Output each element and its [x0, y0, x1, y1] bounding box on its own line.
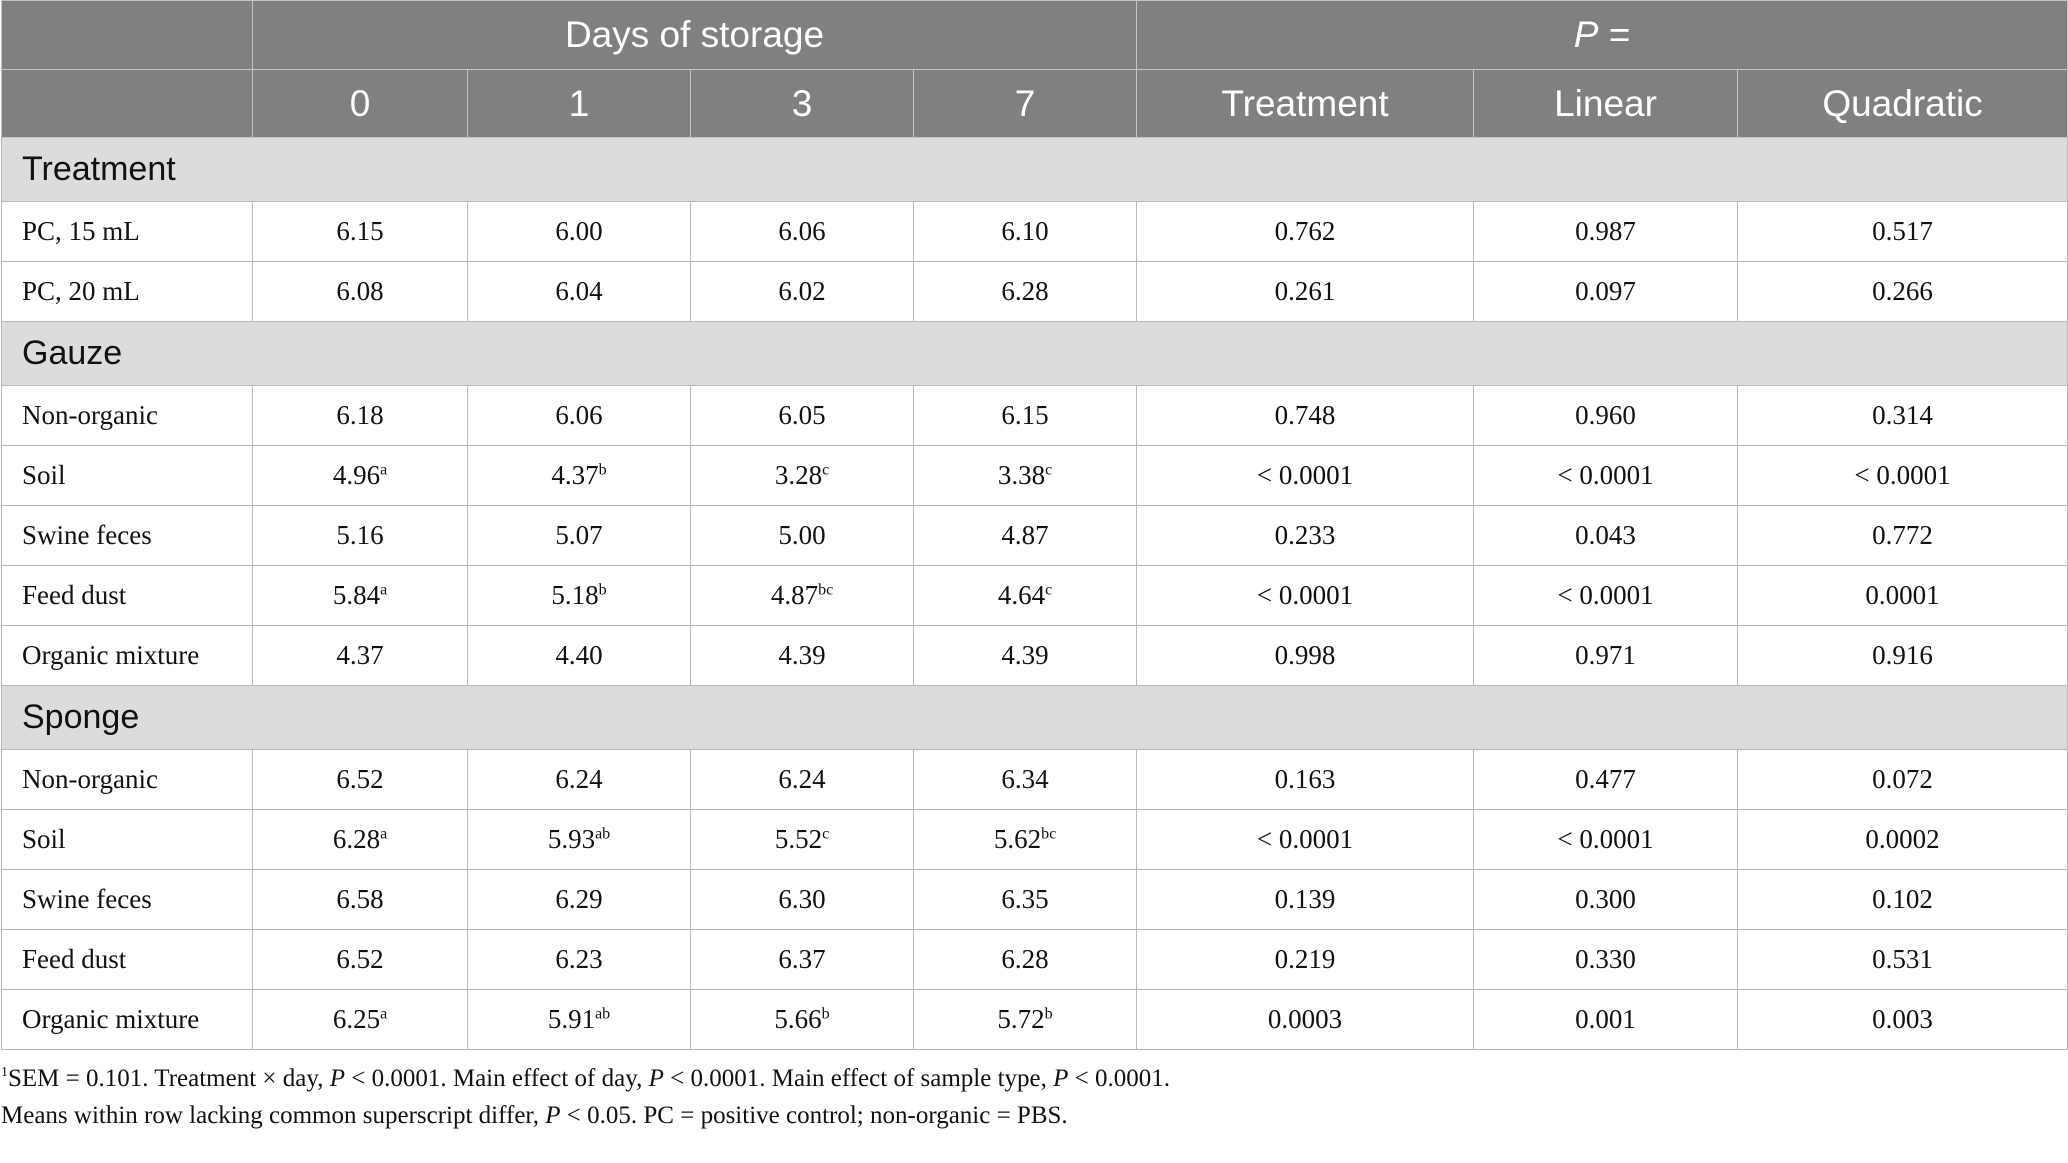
row-label: Non-organic: [2, 386, 253, 446]
mean-value: 6.05: [778, 400, 826, 430]
mean-value: 6.58: [336, 884, 384, 914]
row-label: Soil: [2, 446, 253, 506]
day-value-cell: [253, 990, 468, 1050]
superscript-letters: b: [598, 581, 607, 599]
table-row: [2, 870, 2068, 930]
superscript-letters: bc: [1041, 825, 1057, 843]
day-value-cell: [468, 386, 691, 446]
p-value-cell: 0.998: [1137, 626, 1474, 686]
p-value-cell: 0.003: [1738, 990, 2068, 1050]
table-header: [2, 1, 2068, 138]
table-row: [2, 446, 2068, 506]
mean-value: 5.16: [336, 520, 384, 550]
mean-value: 5.62: [993, 824, 1042, 854]
header-day-7: 7: [914, 70, 1137, 138]
data-table: [1, 0, 2068, 1050]
day-value-cell: [253, 506, 468, 566]
mean-value: 4.96: [332, 460, 381, 490]
day-value-cell: [468, 202, 691, 262]
row-label: PC, 20 mL: [2, 262, 253, 322]
day-value-cell: [468, 262, 691, 322]
day-value-cell: [691, 626, 914, 686]
mean-value: 5.66: [774, 1004, 822, 1034]
day-value-cell: [914, 750, 1137, 810]
header-row-groups: [2, 1, 2068, 70]
superscript-letters: a: [380, 461, 388, 479]
mean-value: 6.34: [1001, 764, 1049, 794]
superscript-letters: b: [1044, 1005, 1053, 1023]
day-value-cell: [468, 566, 691, 626]
day-value-cell: [253, 810, 468, 870]
day-value-cell: [468, 626, 691, 686]
p-value-cell: 0.001: [1474, 990, 1738, 1050]
day-value-cell: [468, 750, 691, 810]
p-value-cell: < 0.0001: [1474, 566, 1738, 626]
table-body: [2, 138, 2068, 1050]
p-value-cell: < 0.0001: [1137, 810, 1474, 870]
row-label: Organic mixture: [2, 626, 253, 686]
table-row: [2, 626, 2068, 686]
day-value-cell: [691, 810, 914, 870]
day-value-cell: [691, 506, 914, 566]
table-row: [2, 566, 2068, 626]
p-value-cell: 0.314: [1738, 386, 2068, 446]
header-row-columns: [2, 70, 2068, 138]
p-value-cell: 0.748: [1137, 386, 1474, 446]
day-value-cell: [691, 386, 914, 446]
section-title: Treatment: [2, 138, 2068, 202]
footnote-text: < 0.0001.: [1068, 1065, 1171, 1092]
p-value-cell: 0.477: [1474, 750, 1738, 810]
section-row: [2, 138, 2068, 202]
day-value-cell: [914, 810, 1137, 870]
mean-value: 6.10: [1001, 216, 1049, 246]
footnote-sem: [1, 1050, 2068, 1097]
italic-p-symbol: P: [545, 1102, 561, 1129]
p-value-cell: 0.219: [1137, 930, 1474, 990]
day-value-cell: [253, 870, 468, 930]
row-label: Feed dust: [2, 930, 253, 990]
header-quadratic-p: Quadratic: [1738, 70, 2068, 138]
p-value-cell: 0.971: [1474, 626, 1738, 686]
footnote-means: [1, 1102, 1068, 1129]
superscript-letters: a: [380, 581, 388, 599]
table-row: [2, 262, 2068, 322]
header-treatment-p: Treatment: [1137, 70, 1474, 138]
mean-value: 4.39: [1001, 640, 1049, 670]
mean-value: 6.37: [778, 944, 826, 974]
p-value-cell: < 0.0001: [1474, 810, 1738, 870]
mean-value: 6.15: [336, 216, 384, 246]
superscript-letters: ab: [595, 825, 611, 843]
superscript-letters: bc: [818, 581, 834, 599]
mean-value: 3.28: [774, 460, 823, 490]
row-label: Feed dust: [2, 566, 253, 626]
day-value-cell: [468, 930, 691, 990]
mean-value: 5.18: [551, 580, 599, 610]
mean-value: 4.37: [551, 460, 599, 490]
superscript-letters: ab: [595, 1005, 611, 1023]
table-row: [2, 202, 2068, 262]
section-title: Sponge: [2, 686, 2068, 750]
day-value-cell: [914, 202, 1137, 262]
day-value-cell: [914, 506, 1137, 566]
header-p-values: [1137, 1, 2068, 70]
header-day-0: 0: [253, 70, 468, 138]
day-value-cell: [691, 566, 914, 626]
day-value-cell: [253, 446, 468, 506]
day-value-cell: [914, 262, 1137, 322]
p-value-cell: < 0.0001: [1738, 446, 2068, 506]
day-value-cell: [468, 990, 691, 1050]
p-value-cell: 0.0001: [1738, 566, 2068, 626]
day-value-cell: [914, 930, 1137, 990]
day-value-cell: [253, 930, 468, 990]
day-value-cell: [914, 626, 1137, 686]
superscript-letters: c: [1045, 581, 1053, 599]
header-corner-cell: [2, 1, 253, 70]
day-value-cell: [914, 446, 1137, 506]
header-day-1: 1: [468, 70, 691, 138]
mean-value: 5.91: [547, 1004, 596, 1034]
footnote-text: < 0.0001. Main effect of day,: [345, 1065, 649, 1092]
footnote-text: < 0.0001. Main effect of sample type,: [663, 1065, 1054, 1092]
day-value-cell: [253, 626, 468, 686]
p-value-cell: 0.139: [1137, 870, 1474, 930]
mean-value: 6.23: [555, 944, 603, 974]
mean-value: 6.35: [1001, 884, 1049, 914]
p-value-cell: 0.102: [1738, 870, 2068, 930]
p-value-cell: 0.163: [1137, 750, 1474, 810]
p-value-cell: < 0.0001: [1474, 446, 1738, 506]
mean-value: 6.06: [778, 216, 826, 246]
superscript-letters: c: [1045, 461, 1053, 479]
day-value-cell: [253, 262, 468, 322]
mean-value: 6.24: [778, 764, 826, 794]
mean-value: 5.52: [774, 824, 823, 854]
superscript-letters: b: [598, 461, 607, 479]
row-label: Soil: [2, 810, 253, 870]
superscript-letters: c: [822, 825, 830, 843]
day-value-cell: [691, 930, 914, 990]
mean-value: 4.39: [778, 640, 826, 670]
row-label: Swine feces: [2, 506, 253, 566]
mean-value: 5.07: [555, 520, 603, 550]
mean-value: 5.93: [547, 824, 596, 854]
mean-value: 6.29: [555, 884, 603, 914]
mean-value: 4.64: [997, 580, 1046, 610]
mean-value: 4.87: [1001, 520, 1049, 550]
footnote-text: SEM = 0.101. Treatment × day,: [8, 1065, 330, 1092]
day-value-cell: [468, 506, 691, 566]
mean-value: 6.52: [336, 764, 384, 794]
day-value-cell: [914, 566, 1137, 626]
mean-value: 6.02: [778, 276, 826, 306]
table-row: [2, 810, 2068, 870]
header-p-symbol: P: [1573, 14, 1599, 55]
mean-value: 6.15: [1001, 400, 1049, 430]
mean-value: 6.28: [1001, 944, 1049, 974]
superscript-letters: c: [822, 461, 830, 479]
day-value-cell: [914, 990, 1137, 1050]
p-value-cell: 0.0002: [1738, 810, 2068, 870]
day-value-cell: [691, 202, 914, 262]
mean-value: 5.84: [332, 580, 381, 610]
header-day-3: 3: [691, 70, 914, 138]
section-row: [2, 322, 2068, 386]
p-value-cell: 0.233: [1137, 506, 1474, 566]
footnote-marker: 1: [1, 1065, 8, 1081]
footnote-text: < 0.05. PC = positive control; non-organic = PBS.: [560, 1102, 1068, 1129]
p-value-cell: 0.531: [1738, 930, 2068, 990]
header-linear-p: Linear: [1474, 70, 1738, 138]
row-label: Non-organic: [2, 750, 253, 810]
mean-value: 5.72: [997, 1004, 1045, 1034]
day-value-cell: [468, 810, 691, 870]
day-value-cell: [253, 750, 468, 810]
p-value-cell: 0.0003: [1137, 990, 1474, 1050]
mean-value: 3.38: [997, 460, 1046, 490]
p-value-cell: 0.772: [1738, 506, 2068, 566]
mean-value: 6.18: [336, 400, 384, 430]
italic-p-symbol: P: [329, 1065, 345, 1092]
mean-value: 6.28: [1001, 276, 1049, 306]
day-value-cell: [253, 202, 468, 262]
mean-value: 6.25: [332, 1004, 381, 1034]
p-value-cell: 0.072: [1738, 750, 2068, 810]
header-p-equals: =: [1598, 14, 1631, 55]
p-value-cell: 0.960: [1474, 386, 1738, 446]
mean-value: 5.00: [778, 520, 826, 550]
row-label: Organic mixture: [2, 990, 253, 1050]
mean-value: 6.04: [555, 276, 603, 306]
p-value-cell: < 0.0001: [1137, 446, 1474, 506]
superscript-letters: a: [380, 1005, 388, 1023]
table-row: [2, 930, 2068, 990]
header-days-of-storage: Days of storage: [253, 1, 1137, 70]
p-value-cell: 0.097: [1474, 262, 1738, 322]
section-title: Gauze: [2, 322, 2068, 386]
superscript-letters: b: [821, 1005, 830, 1023]
mean-value: 6.00: [555, 216, 603, 246]
p-value-cell: 0.261: [1137, 262, 1474, 322]
p-value-cell: 0.266: [1738, 262, 2068, 322]
mean-value: 6.30: [778, 884, 826, 914]
table-footnotes: [0, 1050, 2068, 1134]
italic-p-symbol: P: [648, 1065, 664, 1092]
mean-value: 6.28: [332, 824, 381, 854]
mean-value: 4.37: [336, 640, 384, 670]
p-value-cell: 0.043: [1474, 506, 1738, 566]
day-value-cell: [468, 870, 691, 930]
p-value-cell: 0.300: [1474, 870, 1738, 930]
p-value-cell: 0.517: [1738, 202, 2068, 262]
table-row: [2, 990, 2068, 1050]
day-value-cell: [468, 446, 691, 506]
table-row: [2, 750, 2068, 810]
day-value-cell: [914, 870, 1137, 930]
italic-p-symbol: P: [1053, 1065, 1069, 1092]
row-label: Swine feces: [2, 870, 253, 930]
p-value-cell: 0.330: [1474, 930, 1738, 990]
p-value-cell: 0.987: [1474, 202, 1738, 262]
mean-value: 6.24: [555, 764, 603, 794]
day-value-cell: [253, 386, 468, 446]
mean-value: 4.87: [770, 580, 819, 610]
mean-value: 6.08: [336, 276, 384, 306]
day-value-cell: [914, 386, 1137, 446]
footnote-text: Means within row lacking common superscript differ,: [1, 1102, 546, 1129]
header-corner-cell-2: [2, 70, 253, 138]
p-value-cell: 0.762: [1137, 202, 1474, 262]
mean-value: 4.40: [555, 640, 603, 670]
mean-value: 6.06: [555, 400, 603, 430]
table-row: [2, 506, 2068, 566]
p-value-cell: < 0.0001: [1137, 566, 1474, 626]
day-value-cell: [691, 262, 914, 322]
day-value-cell: [691, 750, 914, 810]
day-value-cell: [253, 566, 468, 626]
row-label: PC, 15 mL: [2, 202, 253, 262]
table-row: [2, 386, 2068, 446]
day-value-cell: [691, 870, 914, 930]
superscript-letters: a: [380, 825, 388, 843]
day-value-cell: [691, 446, 914, 506]
p-value-cell: 0.916: [1738, 626, 2068, 686]
day-value-cell: [691, 990, 914, 1050]
section-row: [2, 686, 2068, 750]
mean-value: 6.52: [336, 944, 384, 974]
